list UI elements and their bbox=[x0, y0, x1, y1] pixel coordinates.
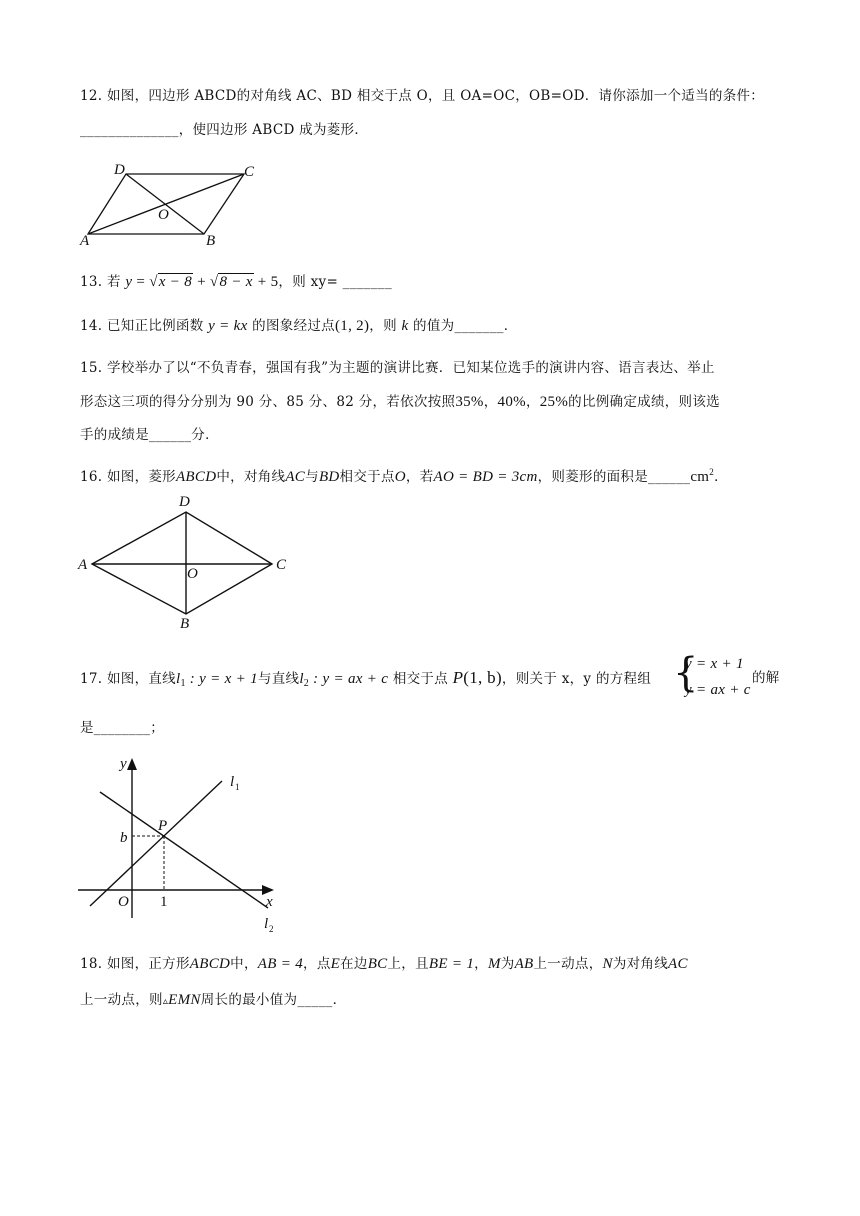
q18-bc: BC bbox=[367, 956, 388, 972]
q16-abcd: ABCD bbox=[175, 469, 217, 485]
q17-line2: 是________； bbox=[80, 720, 164, 736]
q17-mid2: 相交于点 bbox=[392, 671, 449, 687]
q16-number: 16. bbox=[80, 469, 103, 485]
q17-l2: l bbox=[299, 671, 304, 687]
q15-line2 bbox=[80, 392, 720, 412]
q15-line3 bbox=[80, 425, 219, 445]
q14-number: 14. bbox=[80, 318, 103, 334]
q12-label-A: A bbox=[80, 233, 90, 249]
q15-text2b: 的比例确定成绩，则该选 bbox=[568, 394, 720, 410]
q16-equation: AO = BD = 3cm bbox=[433, 469, 538, 485]
q16-pre: 如图，菱形 bbox=[106, 469, 176, 485]
q16-label-O: O bbox=[187, 566, 198, 582]
q12-line1 bbox=[80, 86, 764, 106]
q14-point: (1, 2) bbox=[334, 318, 370, 334]
q13-post: ，则 xy= bbox=[278, 274, 343, 290]
q17-mid3: ，则关于 x，y 的方程组 bbox=[501, 671, 652, 687]
q17-point-P: P bbox=[452, 668, 464, 687]
q16-o: O bbox=[394, 469, 406, 485]
q17-eq1: : y = x + 1 bbox=[185, 671, 258, 687]
q15-text1: 学校举办了以“不负青春，强国有我”为主题的演讲比赛．已知某位选手的演讲内容、语言表达、举止 bbox=[106, 360, 715, 376]
q12-text1: 如图，四边形 ABCD的对角线 AC、BD 相交于点 O，且 OA=OC，OB=OD．请你添加一个适当的条件： bbox=[106, 88, 765, 104]
q18-ac: AC bbox=[668, 956, 688, 972]
q18-emn: EMN bbox=[168, 992, 201, 1008]
q13-eq: = bbox=[132, 274, 150, 290]
q16-ac: AC bbox=[285, 469, 306, 485]
q15-text2a: 形态这三项的得分分别为 90 分、85 分、82 分，若依次按照 bbox=[80, 394, 456, 410]
q17-post: 的解 bbox=[752, 670, 780, 686]
q12-parallelogram-figure bbox=[76, 158, 266, 250]
q17-eq2: : y = ax + c bbox=[309, 671, 389, 687]
q16-bd: BD bbox=[318, 469, 340, 485]
q18-abcd: ABCD bbox=[189, 956, 231, 972]
q17-system-eq2: y = ax + c bbox=[685, 682, 751, 698]
q12-answer-blank: ______________ bbox=[80, 122, 179, 138]
q16-rhombus-figure bbox=[76, 492, 306, 632]
q15-number: 15. bbox=[80, 360, 103, 376]
q18-mid4: 上，且 bbox=[387, 956, 429, 972]
q14-mid: 的图象经过点 bbox=[252, 318, 335, 334]
q12-number: 12. bbox=[80, 88, 103, 104]
q18-mid7: 上一动点， bbox=[533, 956, 603, 972]
q16-label-D: D bbox=[179, 494, 190, 510]
q17-line1 bbox=[80, 668, 651, 694]
q17-label-P: P bbox=[158, 818, 168, 834]
q12-label-B: B bbox=[206, 233, 216, 249]
q15-text3: 手的成绩是______分． bbox=[80, 427, 219, 443]
q18-pre: 如图，正方形 bbox=[106, 956, 190, 972]
q16-line bbox=[80, 462, 728, 487]
q13-y: y bbox=[125, 274, 133, 290]
q18-mid6: 为 bbox=[500, 956, 515, 972]
q17-label-l2: l bbox=[264, 916, 269, 932]
q17-label-l1-sub: 1 bbox=[235, 782, 240, 792]
q18-mid5: ， bbox=[474, 956, 488, 972]
q16-mid4: ，若 bbox=[405, 469, 434, 485]
q12-line2 bbox=[80, 120, 368, 140]
q13-pre: 若 bbox=[106, 274, 121, 290]
q13-radicand2: 8 − x bbox=[219, 274, 253, 290]
q14-formula: y = kx bbox=[208, 318, 248, 334]
q16-end: ． bbox=[714, 469, 728, 485]
q17-pre: 如图，直线 bbox=[106, 671, 176, 687]
q12-label-O: O bbox=[158, 207, 169, 223]
q17-tick-b: b bbox=[120, 830, 128, 846]
q14-post: 的值为 bbox=[413, 318, 455, 334]
q16-mid2: 与 bbox=[305, 469, 319, 485]
q18-mid8: 为对角线 bbox=[612, 956, 669, 972]
q17-l1-sub: 1 bbox=[180, 678, 186, 689]
q18-mid3: 在边 bbox=[340, 956, 368, 972]
q14-k: k bbox=[401, 318, 409, 334]
q18-m: M bbox=[487, 956, 501, 972]
q13-radicand1: x − 8 bbox=[158, 274, 193, 290]
q17-label-l2-sub: 2 bbox=[269, 924, 274, 934]
q18-mid2: ，点 bbox=[303, 956, 331, 972]
q17-label-l1: l bbox=[230, 774, 235, 790]
q18-n: N bbox=[602, 956, 613, 972]
q16-unit-sup: 2 bbox=[709, 467, 715, 477]
q15-line1 bbox=[80, 358, 715, 378]
q16-mid3: 相交于点 bbox=[339, 469, 395, 485]
q18-text2b: 周长的最小值为_____． bbox=[200, 992, 347, 1008]
q12-label-C: C bbox=[244, 164, 255, 180]
q15-pct3: 25% bbox=[539, 394, 569, 410]
q17-axis-x: x bbox=[266, 894, 273, 910]
q13-line: 13. 若 y = √x − 8 + √8 − x + 5，则 xy= _______ bbox=[80, 274, 393, 290]
q18-mid1: 中， bbox=[230, 956, 258, 972]
q16-label-C: C bbox=[276, 557, 287, 573]
q16-unit: cm bbox=[690, 469, 710, 485]
q12-label-D: D bbox=[114, 162, 125, 178]
q18-number: 18. bbox=[80, 956, 103, 972]
q15-sep1: ， bbox=[483, 394, 498, 410]
q18-triangle-symbol: ▵ bbox=[162, 996, 169, 1007]
q18-ab2: AB bbox=[514, 956, 534, 972]
q13-number: 13. bbox=[80, 274, 103, 290]
q17-coordinate-figure bbox=[76, 754, 296, 938]
q17-system-brace: { bbox=[673, 650, 699, 696]
q14-mid2: ，则 bbox=[369, 318, 397, 334]
q13-plus5: + 5 bbox=[253, 274, 279, 290]
q18-be: BE = 1 bbox=[428, 956, 475, 972]
q15-pct2: 40% bbox=[497, 394, 526, 410]
q14-answer-blank: _______． bbox=[454, 318, 518, 334]
q16-label-B: B bbox=[180, 616, 190, 632]
q15-sep2: ， bbox=[525, 394, 540, 410]
q17-l2-sub: 2 bbox=[303, 678, 310, 689]
q16-mid1: 中，对角线 bbox=[216, 469, 286, 485]
q16-label-A: A bbox=[78, 557, 88, 573]
q17-mid1: 与直线 bbox=[257, 671, 300, 687]
q16-post: ，则菱形的面积是______ bbox=[537, 469, 691, 485]
q17-point-coords: (1, b) bbox=[463, 668, 502, 687]
q18-ab: AB = 4 bbox=[257, 956, 304, 972]
q14-line bbox=[80, 316, 518, 336]
q17-origin: O bbox=[118, 894, 129, 910]
q13-answer-blank: _______ bbox=[342, 274, 393, 290]
q14-pre: 已知正比例函数 bbox=[106, 318, 204, 334]
q18-line2 bbox=[80, 990, 346, 1012]
q13-plus1: + bbox=[193, 274, 210, 290]
q17-axis-y: y bbox=[120, 756, 127, 772]
q15-pct1: 35% bbox=[455, 394, 484, 410]
q18-text2a: 上一动点，则 bbox=[80, 992, 163, 1008]
q17-tick-1: 1 bbox=[160, 894, 168, 910]
q17-system-eq1: y = x + 1 bbox=[685, 656, 744, 672]
q17-l1: l bbox=[175, 671, 181, 687]
q17-number: 17. bbox=[80, 671, 103, 687]
q18-e: E bbox=[330, 956, 341, 972]
q18-line1 bbox=[80, 954, 688, 974]
q12-text2: ，使四边形 ABCD 成为菱形． bbox=[178, 122, 369, 138]
